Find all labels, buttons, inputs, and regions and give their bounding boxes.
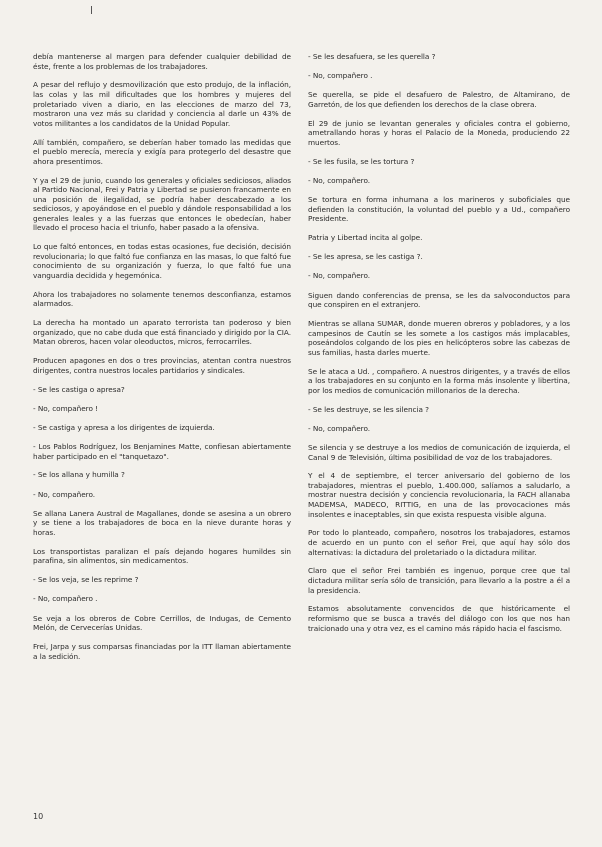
paragraph: Los transportistas paralizan el país dejando hogares humildes sin parafina, sin alimentos, sin medicamentos. bbox=[33, 546, 291, 566]
paragraph: Se silencia y se destruye a los medios de comunicación de izquierda, el Canal 9 de Televisión, última posibilidad de voz de los trabajadores. bbox=[308, 442, 570, 462]
dialogue-line: - Se los veja, se les reprime ? bbox=[33, 575, 139, 585]
paragraph: Siguen dando conferencias de prensa, se les da salvoconductos para que conspiren en el extranjero. bbox=[308, 290, 570, 310]
paragraph: Se veja a los obreros de Cobre Cerrillos, de Indugas, de Cemento Melón, de Cervecerías Unidas. bbox=[33, 613, 291, 633]
dialogue-line: - Se los allana y humilla ? bbox=[33, 470, 125, 480]
paragraph: Y ya el 29 de junio, cuando los generales y oficiales sediciosos, aliados al Partido Nacional, Frei y Patria y Libertad se pusieron francamente en una posición de ilegalidad, se podría haber descabezado a los sediciosos, y apoyándose en el pueblo y dándole responsabilidad a los generales leales y a las fuerzas que entonces le obedecían, haber llevado el proceso hacia el triunfo, haber pasado a la ofensiva. bbox=[33, 175, 291, 233]
dialogue-line: - Se les castiga o apresa? bbox=[33, 384, 125, 394]
paragraph: Frei, Jarpa y sus comparsas financiadas por la ITT llaman abiertamente a la sedición. bbox=[33, 641, 291, 661]
paragraph: Por todo lo planteado, compañero, nosotros los trabajadores, estamos de acuerdo en un punto con el señor Frei, que aquí hay sólo dos alternativas: la dictadura del proletariado o la dictadura militar. bbox=[308, 528, 570, 557]
right-column bbox=[308, 52, 570, 642]
paragraph: Y el 4 de septiembre, el tercer aniversario del gobierno de los trabajadores, mientras el pueblo, 1.400.000, salíamos a saludarlo, a mostrar nuestra decisión y conciencia revolucionaria, la FACH allanaba MADEMSA, MADECO, RITTIG, en una de las provocaciones más insolentes e inaceptables, sin que exista respuesta visible alguna. bbox=[308, 471, 570, 519]
paragraph: Claro que el señor Frei también es ingenuo, porque cree que tal dictadura militar sería sólo de transición, para llevarlo a la postre a él a la presidencia. bbox=[308, 566, 570, 595]
paragraph: - Los Pablos Rodríguez, los Benjamines Matte, confiesan abiertamente haber participado en el "tanquetazo". bbox=[33, 442, 291, 461]
dialogue-line: - Se les fusila, se les tortura ? bbox=[308, 156, 415, 166]
paragraph: Se le ataca a Ud. , compañero. A nuestros dirigentes, y a través de ellos a los trabajadores en su conjunto en la forma más insolente y libertina, por los medios de comunicación millonarios de la derecha. bbox=[308, 366, 570, 395]
dialogue-line: - No, compañero ! bbox=[33, 403, 99, 413]
page-number: 10 bbox=[33, 812, 44, 821]
paragraph: La derecha ha montado un aparato terrorista tan poderoso y bien organizado, que no cabe duda que está financiado y dirigido por la CIA. Matan obreros, hacen volar oleoductos, micros, ferrocarriles. bbox=[33, 318, 291, 347]
paragraph: Producen apagones en dos o tres provincias, atentan contra nuestros dirigentes, contra nuestros locales partidarios y sindicales. bbox=[33, 356, 291, 375]
paragraph: Ahora los trabajadores no solamente tenemos desconfianza, estamos alarmados. bbox=[33, 289, 291, 309]
dialogue-line: - No, compañero. bbox=[308, 175, 371, 185]
paragraph: El 29 de junio se levantan generales y oficiales contra el gobierno, ametrallando horas y horas el Palacio de la Moneda, produciendo 22 muertos. bbox=[308, 118, 570, 147]
dialogue-line: - No, compañero. bbox=[308, 271, 371, 281]
left-column bbox=[33, 52, 291, 670]
paragraph: Estamos absolutamente convencidos de que históricamente el reformismo que se busca a través del diálogo con los que nos han traicionado una y otra vez, es el camino más rápido hacia el fascismo. bbox=[308, 604, 570, 633]
paragraph: Se allana Lanera Austral de Magallanes, donde se asesina a un obrero y se tiene a los trabajadores de boca en la nieve durante horas y horas. bbox=[33, 508, 291, 538]
margin-mark bbox=[91, 6, 92, 14]
paragraph: debía mantenerse al margen para defender cualquier debilidad de éste, frente a los problemas de los trabajadores. bbox=[33, 52, 291, 71]
paragraph: Se querella, se pide el desafuero de Palestro, de Altamirano, de Garretón, de los que defienden los derechos de la clase obrera. bbox=[308, 90, 570, 109]
dialogue-line: - No, compañero . bbox=[33, 594, 98, 604]
dialogue-line: - Se les desafuera, se les querella ? bbox=[308, 52, 436, 61]
paragraph: Patria y Libertad incita al golpe. bbox=[308, 233, 423, 243]
paragraph: Mientras se allana SUMAR, donde mueren obreros y pobladores, y a los campesinos de Cautín se les somete a los castigos más implacables, poseándolos colgando de los pies en helicópteros sobre las cabezas de sus familias, hasta darles muerte. bbox=[308, 319, 570, 357]
dialogue-line: - No, compañero . bbox=[308, 71, 373, 81]
dialogue-line: - Se castiga y apresa a los dirigentes de izquierda. bbox=[33, 422, 215, 432]
dialogue-line: - Se les apresa, se les castiga ?. bbox=[308, 252, 423, 262]
paragraph: Allí también, compañero, se deberían haber tomado las medidas que el pueblo merecía, merecía y exigía para protegerlo del desastre que ahora presentimos. bbox=[33, 137, 291, 166]
dialogue-line: - No, compañero. bbox=[33, 489, 96, 499]
paragraph: Se tortura en forma inhumana a los marineros y suboficiales que defienden la constitución, la voluntad del pueblo y a Ud., compañero Presidente. bbox=[308, 195, 570, 224]
dialogue-line: - Se les destruye, se les silencia ? bbox=[308, 404, 430, 414]
dialogue-line: - No, compañero. bbox=[308, 423, 371, 433]
paragraph: A pesar del reflujo y desmovilización que esto produjo, de la inflación, las colas y las mil dificultades que los hombres y mujeres del proletariado viven a diario, en las elecciones de marzo del 73, mostraron una vez más su claridad y conciencia al darle un 43% de votos militantes a los candidatos de la Unidad Popular. bbox=[33, 80, 291, 128]
paragraph: Lo que faltó entonces, en todas estas ocasiones, fue decisión, decisión revolucionaria; lo que faltó fue confianza en las masas, lo que faltó fue conocimiento de su organización y fuerza, lo que faltó fue una vanguardia decidida y hegemónica. bbox=[33, 242, 291, 281]
